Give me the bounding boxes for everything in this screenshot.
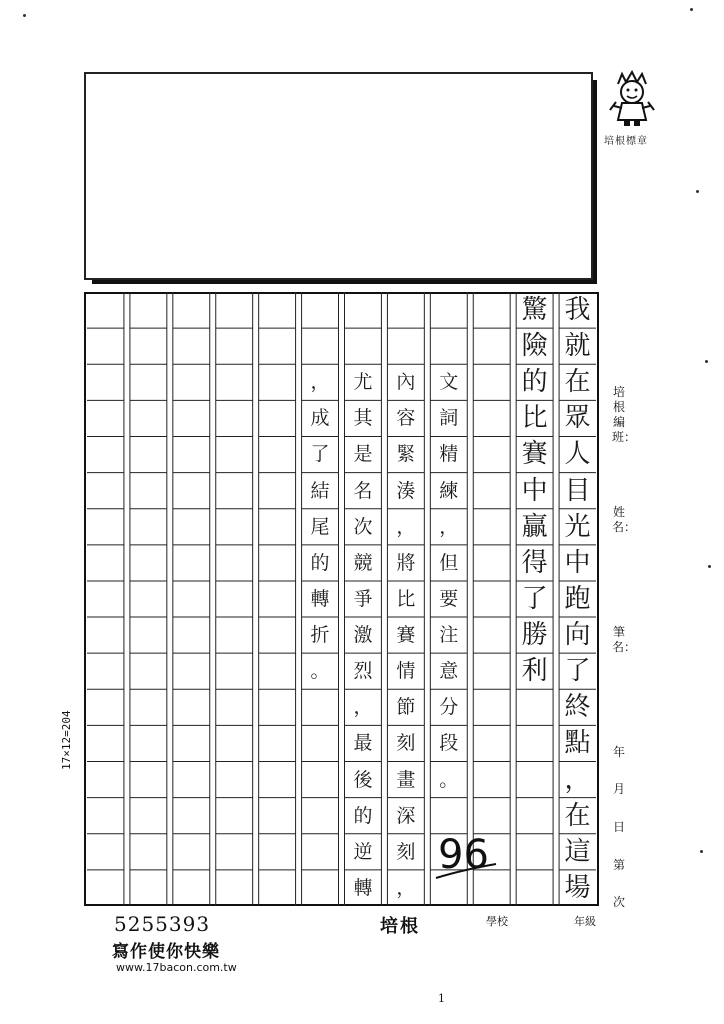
comment-char: 。 <box>439 768 459 791</box>
comment-char: 湊 <box>396 479 416 502</box>
essay-char: 勝 <box>521 620 548 651</box>
year-label: 年 <box>612 745 625 759</box>
essay-char: 我 <box>564 295 591 325</box>
bacon-mascot-logo <box>604 70 660 128</box>
score-mark <box>432 826 500 884</box>
comment-char: ， <box>396 876 416 899</box>
essay-char: 贏 <box>521 511 548 542</box>
comment-char: 詞 <box>439 407 459 430</box>
comment-char: ， <box>439 515 459 538</box>
grid-size-code: 17×12=204 <box>60 710 73 770</box>
essay-char: 在 <box>564 367 591 398</box>
scan-dot <box>700 850 703 853</box>
essay-char: 就 <box>564 331 591 362</box>
comment-char: 激 <box>353 624 373 647</box>
essay-char: 點 <box>564 728 591 759</box>
comment-char: ， <box>396 515 416 538</box>
essay-char: 向 <box>564 620 591 651</box>
comment-char: 結 <box>310 479 330 502</box>
comment-char: 了 <box>310 443 330 466</box>
comment-char: 分 <box>439 696 459 719</box>
comment-char: 尤 <box>353 371 373 394</box>
grade-label: 年級 <box>574 915 596 928</box>
essay-char: 這 <box>564 836 591 867</box>
sheet-code: 5255393 <box>114 912 211 936</box>
comment-char: 後 <box>353 768 373 791</box>
comment-char: 爭 <box>353 587 373 610</box>
comment-char: 的 <box>310 551 330 574</box>
comment-char: 刻 <box>396 732 416 755</box>
website-link[interactable]: www.17bacon.com.tw <box>116 961 237 974</box>
school-label: 學校 <box>486 915 508 928</box>
month-label: 月 <box>612 782 625 796</box>
comment-char: 比 <box>396 587 416 610</box>
comment-char: 文 <box>439 371 459 394</box>
comment-char: 是 <box>353 443 373 466</box>
comment-char: 畫 <box>396 768 416 791</box>
comment-char: 段 <box>439 732 459 755</box>
comment-char: 轉 <box>310 587 330 610</box>
scan-dot <box>690 8 693 11</box>
slogan: 寫作使你快樂 <box>112 942 220 962</box>
comment-char: 的 <box>353 804 373 827</box>
essay-char: 比 <box>521 403 548 434</box>
comment-char: 。 <box>310 660 330 683</box>
day-label: 日 <box>612 820 625 834</box>
comment-char: 將 <box>396 551 416 574</box>
essay-char: 眾 <box>564 403 591 434</box>
stamp-label: 培根標章 <box>604 136 648 147</box>
essay-char: 中 <box>521 475 548 506</box>
comment-char: 成 <box>310 407 330 430</box>
essay-char: 驚 <box>521 295 548 325</box>
essay-char: 了 <box>521 583 548 614</box>
comment-char: 情 <box>396 660 416 683</box>
comment-char: ， <box>353 696 373 719</box>
order-label: 第 <box>612 858 625 872</box>
comment-char: 要 <box>439 587 459 610</box>
name-label: 姓名： <box>612 505 637 534</box>
essay-char: 得 <box>521 547 548 578</box>
comment-char: 競 <box>353 551 373 574</box>
essay-char: 賽 <box>521 439 548 470</box>
essay-char: 了 <box>564 656 591 687</box>
comment-char: 賽 <box>396 624 416 647</box>
comment-char: 逆 <box>353 840 373 863</box>
essay-char: 在 <box>564 800 591 831</box>
stamp-box <box>84 72 593 280</box>
comment-char: 尾 <box>310 515 330 538</box>
page-mark: 1 <box>438 992 445 1005</box>
essay-char: ， <box>564 764 591 795</box>
scan-dot <box>705 360 708 363</box>
essay-char: 險 <box>521 331 548 362</box>
comment-char: 緊 <box>396 443 416 466</box>
scan-dot <box>708 565 711 568</box>
essay-char: 的 <box>521 367 548 398</box>
comment-char: 深 <box>396 804 416 827</box>
comment-char: 刻 <box>396 840 416 863</box>
comment-char: 烈 <box>353 660 373 683</box>
comment-char: 練 <box>439 479 459 502</box>
comment-char: ， <box>310 371 330 394</box>
essay-char: 中 <box>564 547 591 578</box>
comment-char: 折 <box>310 624 330 647</box>
comment-char: 節 <box>396 696 416 719</box>
times-label: 次 <box>612 895 625 909</box>
essay-char: 利 <box>521 656 548 687</box>
comment-char: 次 <box>353 515 373 538</box>
essay-char: 目 <box>564 475 591 506</box>
scan-dot <box>23 14 26 17</box>
scan-dot <box>696 190 699 193</box>
score-text: 96 <box>438 832 489 878</box>
comment-char: 容 <box>396 407 416 430</box>
essay-char: 終 <box>564 692 591 723</box>
comment-char: 注 <box>439 624 459 647</box>
comment-char: 意 <box>439 660 459 683</box>
essay-char: 光 <box>564 511 591 542</box>
essay-char: 人 <box>564 439 591 470</box>
comment-char: 最 <box>353 732 373 755</box>
pen-name-label: 筆名： <box>612 625 637 654</box>
essay-char: 場 <box>564 872 591 903</box>
comment-char: 精 <box>439 443 459 466</box>
comment-char: 其 <box>353 407 373 430</box>
brand-mark: 培根 <box>380 916 420 937</box>
class-label: 培根編班： <box>612 385 637 444</box>
comment-char: 內 <box>396 371 416 394</box>
comment-char: 名 <box>353 479 373 502</box>
essay-char: 跑 <box>564 583 591 614</box>
comment-char: 轉 <box>353 876 373 899</box>
comment-char: 但 <box>439 551 459 574</box>
